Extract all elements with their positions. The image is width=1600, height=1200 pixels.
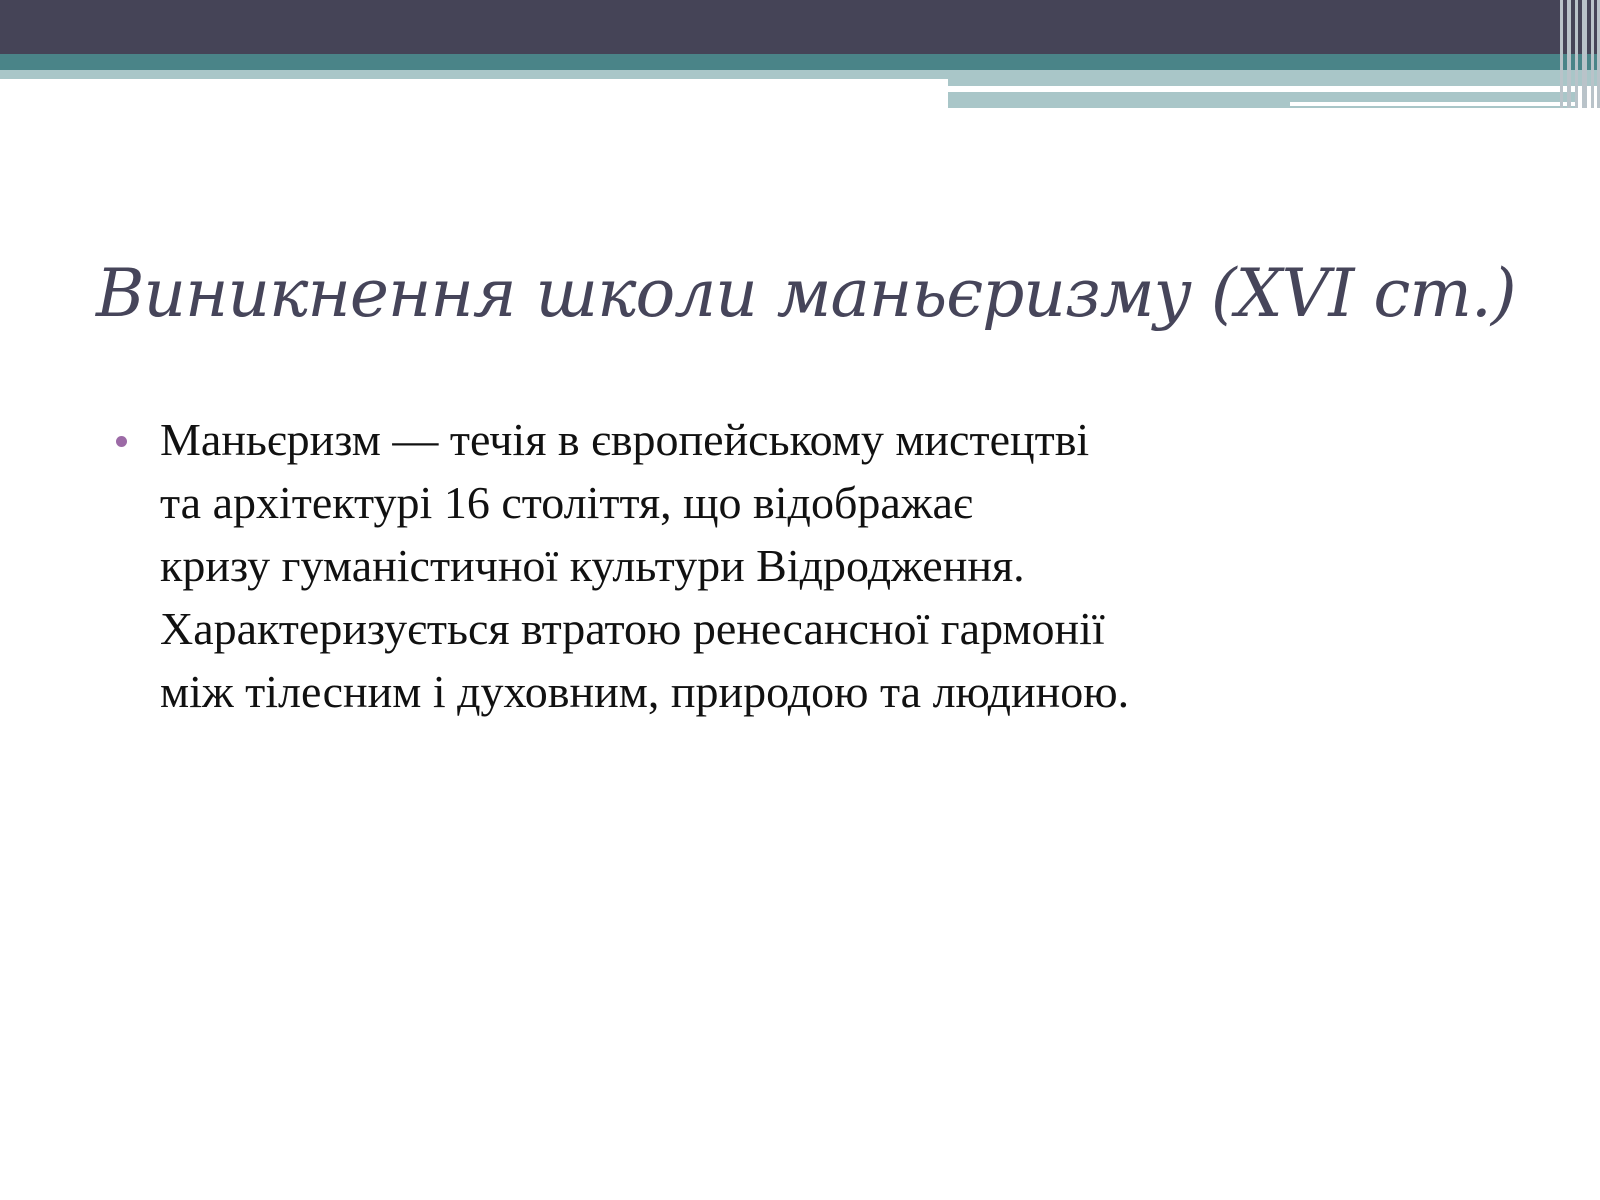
bullet-line: Характеризується втратою ренесансної гармонії: [160, 603, 1105, 654]
vertical-line: [1582, 0, 1587, 108]
header-teal-band: [0, 54, 1600, 70]
vertical-line: [1567, 0, 1571, 108]
bullet-list: [112, 408, 1362, 723]
header-white-stripe: [948, 86, 1482, 91]
bullet-line: та архітектурі 16 століття, що відображає: [160, 477, 973, 528]
header-white-stripe-lower: [1290, 102, 1590, 106]
slide-title: Виникнення школи маньєризму (XVI ст.): [96, 255, 1516, 332]
header-light-band-left: [0, 70, 948, 79]
bullet-item: [112, 408, 1362, 723]
bullet-line: Маньєризм — течія в європейському мистецтві: [160, 414, 1090, 465]
vertical-line: [1560, 0, 1563, 108]
bullet-line: кризу гуманістичної культури Відродження.: [160, 540, 1025, 591]
vertical-line: [1591, 0, 1594, 108]
bullet-dot-icon: [116, 436, 127, 447]
header-vertical-lines: [1558, 0, 1600, 108]
bullet-line: між тілесним і духовним, природою та людиною.: [160, 666, 1130, 717]
vertical-line: [1575, 0, 1578, 108]
header-dark-band: [0, 0, 1600, 54]
header-light-band-right: [948, 70, 1600, 86]
